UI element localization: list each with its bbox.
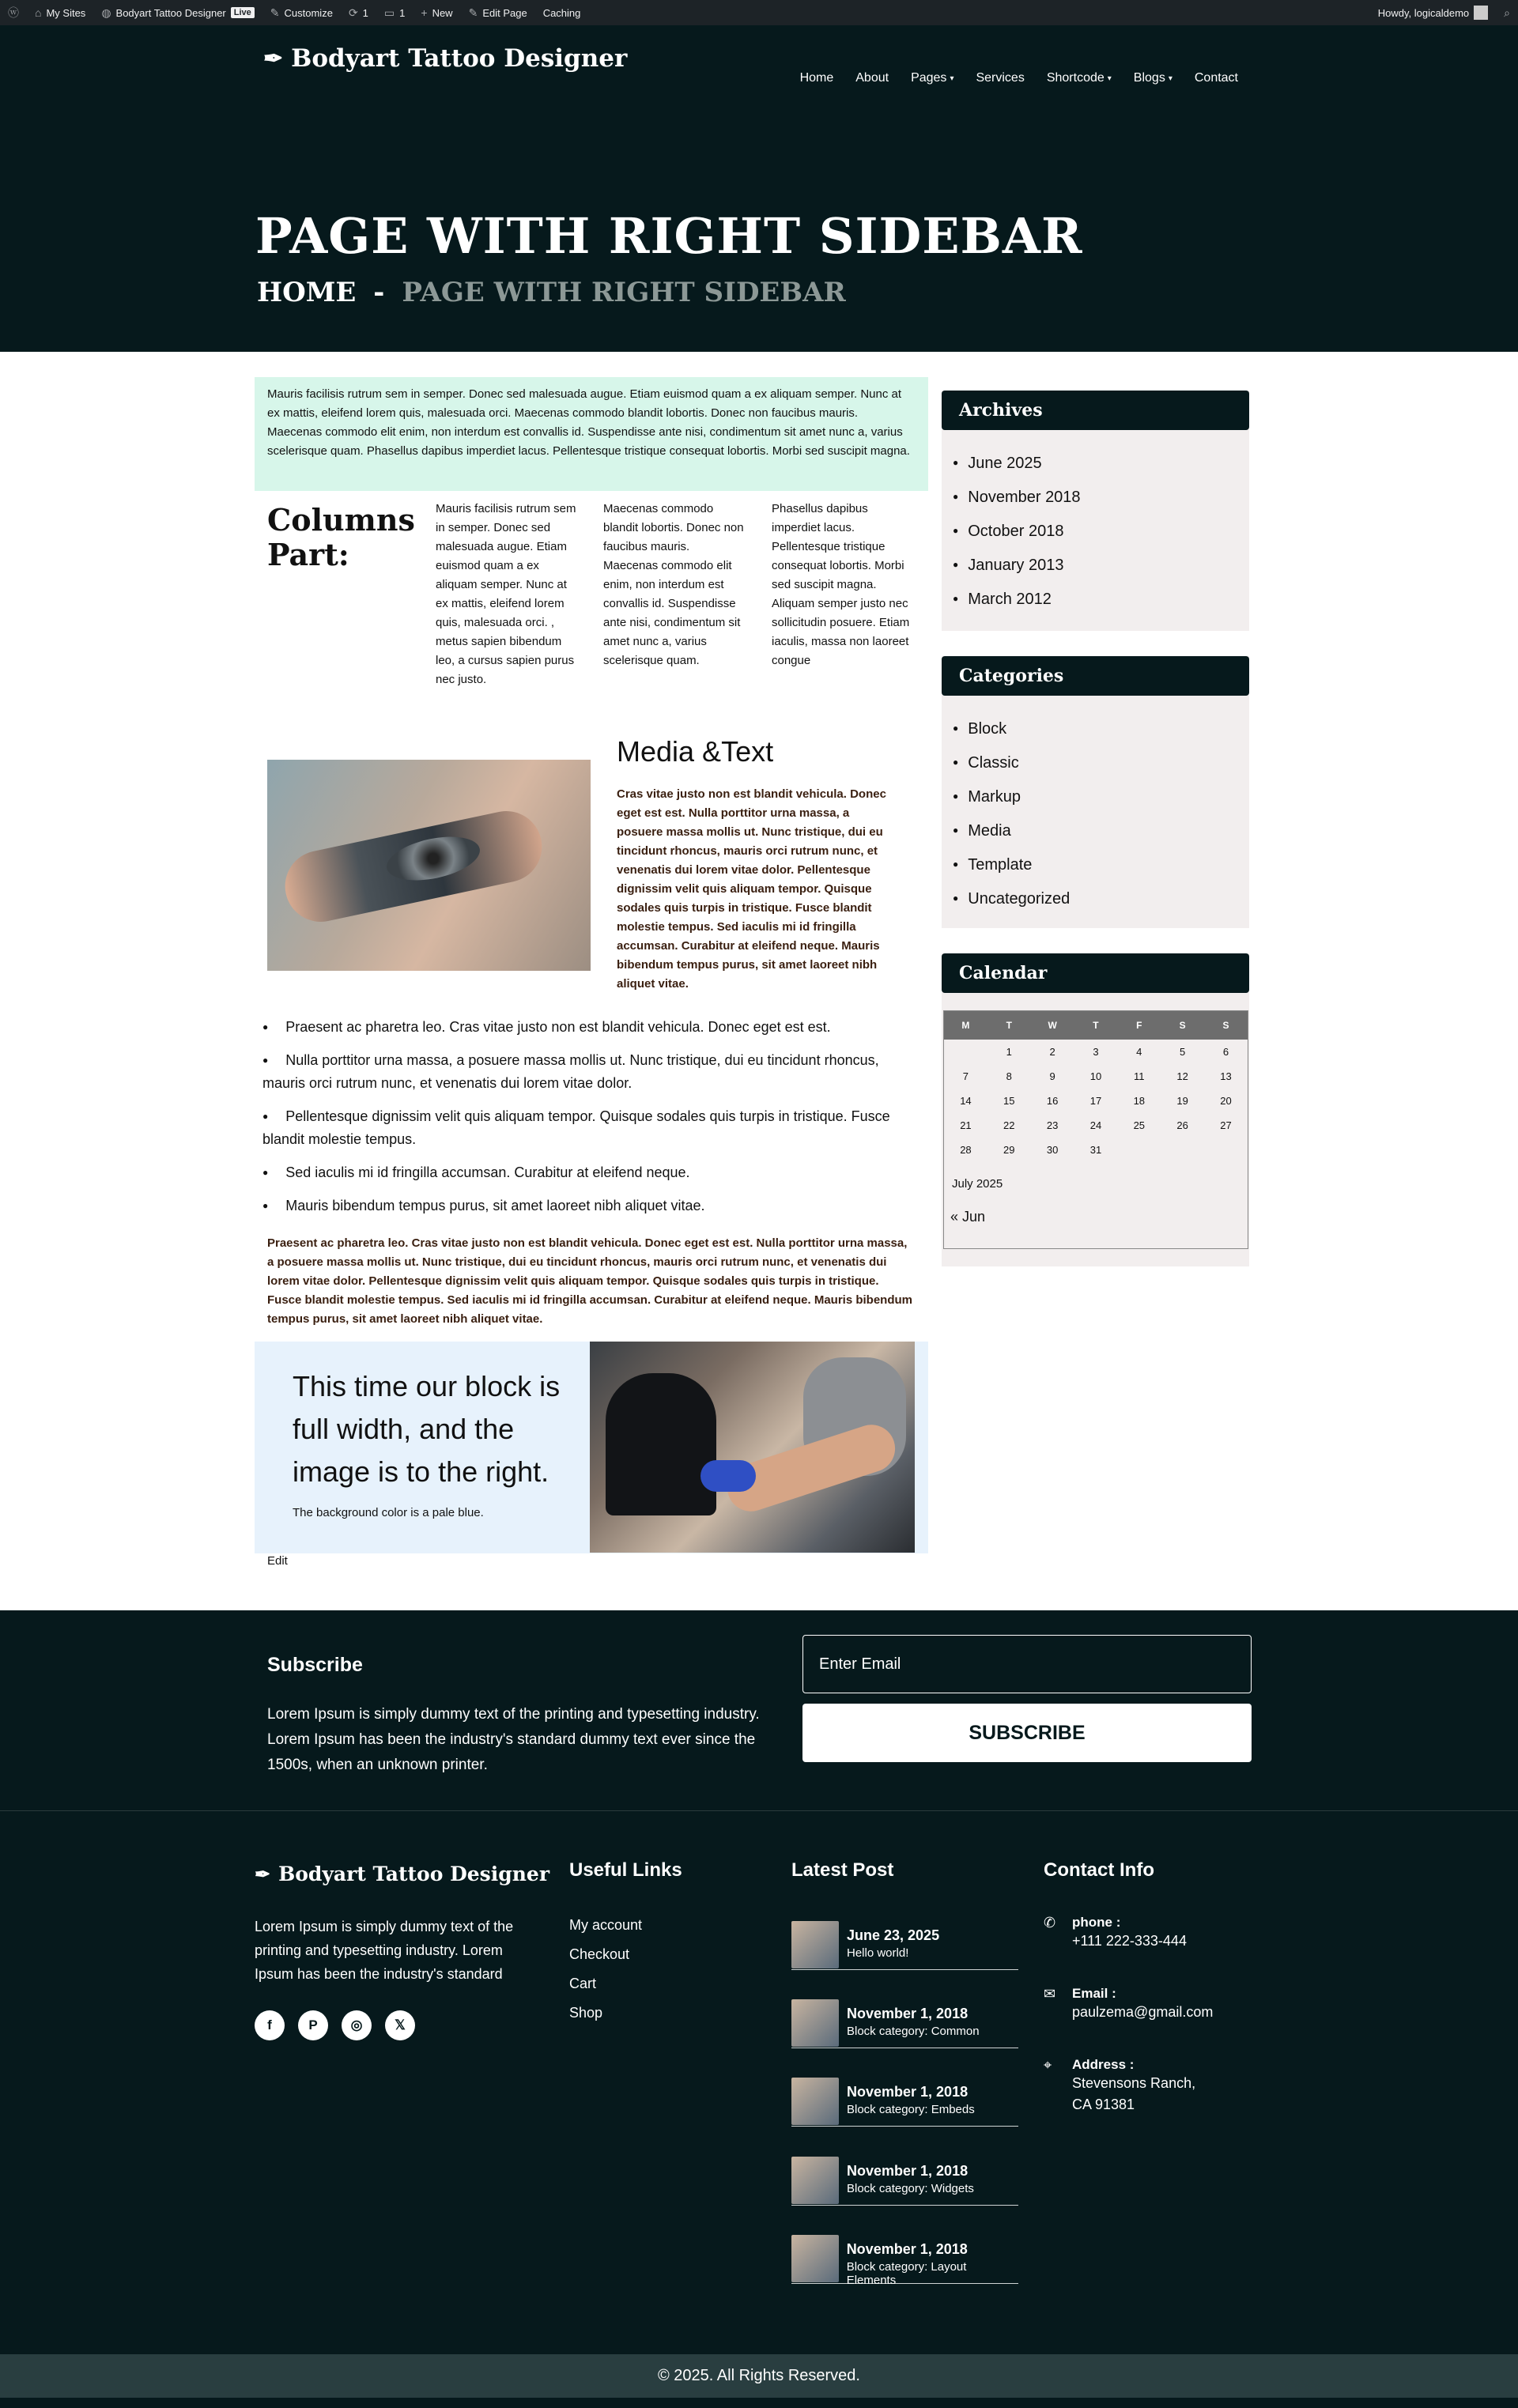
calendar-day: 19 xyxy=(1176,1095,1188,1107)
calendar-day-header: F xyxy=(1117,1011,1161,1040)
phone-value[interactable]: +111 222-333-444 xyxy=(1072,1933,1187,1949)
site-logo[interactable] xyxy=(263,44,627,73)
my-sites-menu[interactable] xyxy=(27,0,93,25)
archive-item[interactable]: ● October 2018 xyxy=(953,514,1232,548)
account-menu[interactable] xyxy=(1370,0,1518,25)
tattoo-artist-image xyxy=(590,1342,915,1553)
nav-home[interactable] xyxy=(789,71,845,85)
calendar-day xyxy=(1204,1138,1248,1162)
updates-link[interactable] xyxy=(341,0,376,25)
calendar-day: 3 xyxy=(1093,1046,1099,1058)
phone-label: phone : xyxy=(1072,1915,1121,1930)
calendar-day: 26 xyxy=(1176,1119,1188,1131)
breadcrumb-current: PAGE WITH RIGHT SIDEBAR xyxy=(402,277,846,308)
email-input[interactable]: Enter Email xyxy=(802,1635,1252,1693)
column-1-text: Mauris facilisis rutrum sem in semper. Donec sed malesuada augue. Etiam euismod quam a ex aliquam semper. Nunc at ex mattis, eleifend lorem quis, malesuada orci. , metus sapien bibendum leo, a cursus sapien purus nec justo. xyxy=(436,502,576,686)
breadcrumb-home[interactable]: HOME xyxy=(257,277,357,308)
calendar-day: 17 xyxy=(1089,1095,1102,1107)
address-line-2: CA 91381 xyxy=(1072,2097,1135,2112)
calendar-day: 27 xyxy=(1220,1119,1232,1131)
list-item: ● Nulla porttitor urna massa, a posuere massa mollis ut. Nunc tristique, dui eu tincidunt rhoncus, mauris orci rutrum nunc, et venenatis dui lorem vitae dolor. xyxy=(262,1049,923,1095)
post-date: November 1, 2018 xyxy=(847,2084,969,2100)
calendar-day: 22 xyxy=(1003,1119,1015,1131)
footer-logo-text: Bodyart Tattoo Designer xyxy=(278,1863,549,1885)
tattoo-machine-icon: ✒ xyxy=(255,1863,271,1885)
categories-title: Categories xyxy=(942,656,1249,696)
list-item: ● Sed iaculis mi id fringilla accumsan. Curabitur at eleifend neque. xyxy=(262,1161,923,1184)
calendar-day: 4 xyxy=(1136,1046,1142,1058)
latest-post-item[interactable] xyxy=(791,2078,1018,2127)
wordpress-icon: ⓦ xyxy=(8,6,19,19)
category-item[interactable]: ● Block xyxy=(953,711,1232,745)
calendar-day: 30 xyxy=(1046,1144,1059,1156)
latest-post-item[interactable] xyxy=(791,1921,1018,1970)
calendar-prev-link[interactable]: « Jun xyxy=(950,1209,986,1225)
phone-icon: ✆ xyxy=(1044,1915,1056,1931)
copyright-bar: © 2025. All Rights Reserved. xyxy=(0,2354,1518,2398)
site-footer xyxy=(0,1810,1518,2354)
post-date: November 1, 2018 xyxy=(846,2241,968,2257)
cover-heading: This time our block is full width, and the image is to the right. xyxy=(293,1370,561,1488)
nav-shortcode[interactable] xyxy=(1036,71,1123,85)
avatar xyxy=(1474,6,1488,20)
search-icon[interactable]: ⌕ xyxy=(1504,6,1510,19)
calendar-day: 29 xyxy=(1003,1144,1015,1156)
comments-count: 1 xyxy=(399,6,406,19)
list-item: ● Pellentesque dignissim velit quis aliquam tempor. Quisque sodales quis turpis in tristique. Fusce blandit molestie tempus. xyxy=(262,1105,923,1151)
contact-address xyxy=(1044,2057,1195,2115)
calendar-day: 7 xyxy=(962,1070,969,1082)
post-date: June 23, 2025 xyxy=(847,1927,940,1943)
latest-post-item[interactable] xyxy=(791,2157,1018,2206)
nav-about-label: About xyxy=(855,71,889,85)
edit-link[interactable]: Edit xyxy=(267,1554,288,1568)
customize-label: Customize xyxy=(284,6,333,19)
calendar-day: 9 xyxy=(1049,1070,1055,1082)
calendar-day-header: M xyxy=(944,1011,987,1040)
wordpress-menu[interactable] xyxy=(0,0,27,25)
post-date: November 1, 2018 xyxy=(847,2163,969,2179)
archives-list xyxy=(942,430,1249,616)
footer-about: Lorem Ipsum is simply dummy text of the printing and typesetting industry. Lorem Ipsum has been the industry's standard xyxy=(255,1919,514,1982)
post-category: Block category: Common xyxy=(847,2025,980,2038)
latest-post-title: Latest Post xyxy=(791,1859,894,1881)
page-title: PAGE WITH RIGHT SIDEBAR xyxy=(255,207,1083,265)
breadcrumb-separator: - xyxy=(373,277,385,308)
bold-paragraph: Praesent ac pharetra leo. Cras vitae justo non est blandit vehicula. Donec eget est est. Nulla porttitor urna massa, a posuere massa mollis ut. Nunc tristique, dui eu tincidunt rhoncus, mauris orci rutrum nunc, et venenatis dui lorem vitae dolor. Pellentesque dignissim velit quis aliquam tempor. Quisque sodales quis turpis in tristique. Fusce blandit molestie tempus. Sed iaculis mi id fringilla accumsan. Curabitur at eleifend neque. Mauris bibendum tempus purus, sit amet laoreet nibh aliquet vitae. xyxy=(267,1236,913,1326)
calendar-day: 21 xyxy=(960,1119,972,1131)
calendar-day: 28 xyxy=(960,1144,972,1156)
calendar-day xyxy=(1161,1138,1204,1162)
calendar-day-header: T xyxy=(987,1011,1031,1040)
calendar-day: 25 xyxy=(1133,1119,1146,1131)
calendar-day-header: W xyxy=(1031,1011,1074,1040)
logo-text: Bodyart Tattoo Designer xyxy=(291,44,628,73)
pencil-icon: ✎ xyxy=(468,6,478,19)
x-twitter-icon[interactable]: 𝕏 xyxy=(385,2010,415,2040)
bottom-strip xyxy=(0,2398,1518,2408)
calendar-month: July 2025 xyxy=(952,1177,1003,1191)
column-3-text: Phasellus dapibus imperdiet lacus. Pellentesque tristique consequat lobortis. Morbi sed suscipit magna. Aliquam semper justo nec sollicitudin posuere. Etiam iaculis, massa non laoreet congue xyxy=(772,502,910,667)
categories-widget xyxy=(942,656,1249,928)
post-date: November 1, 2018 xyxy=(847,2006,969,2021)
new-content-link[interactable] xyxy=(413,0,460,25)
instagram-icon[interactable]: ◎ xyxy=(342,2010,372,2040)
media-text-body: Cras vitae justo non est blandit vehicula. Donec eget est est. Nulla porttitor urna massa, a posuere massa mollis ut. Nunc tristique, dui eu tincidunt rhoncus, mauris orci rutrum nunc, et venenatis dui lorem vitae dolor. Pellentesque dignissim velit quis aliquam tempor. Quisque sodales quis turpis in tristique. Fusce blandit molestie tempus. Sed iaculis mi id fringilla accumsan. Curabitur at eleifend neque. Mauris bibendum tempus purus, sit amet laoreet nibh aliquet vitae. xyxy=(617,787,886,991)
category-item[interactable]: ● Classic xyxy=(953,745,1232,779)
nav-blogs-label: Blogs xyxy=(1133,71,1165,85)
caching-link[interactable] xyxy=(535,0,589,25)
calendar-table xyxy=(943,1010,1248,1249)
column-2-text: Maecenas commodo blandit lobortis. Donec non faucibus mauris. Maecenas commodo elit enim, non interdum est convallis id. Suspendisse ante nisi, condimentum sit amet nunc a, varius scelerisque quam. xyxy=(603,502,744,667)
customize-link[interactable] xyxy=(262,0,341,25)
contact-email xyxy=(1044,1986,1213,2023)
address-label: Address : xyxy=(1072,2057,1135,2072)
list-item: ● Mauris bibendum tempus purus, sit amet laoreet nibh aliquet vitae. xyxy=(262,1195,923,1217)
nav-blogs[interactable] xyxy=(1123,71,1184,85)
nav-contact[interactable] xyxy=(1184,71,1249,85)
post-thumbnail xyxy=(791,1921,839,1968)
updates-icon: ⟳ xyxy=(348,6,358,19)
footer-link[interactable]: My account xyxy=(569,1917,643,1933)
new-label: New xyxy=(432,6,453,19)
latest-post-item[interactable] xyxy=(791,2235,1018,2287)
archive-item[interactable]: ● November 2018 xyxy=(953,480,1232,514)
category-item[interactable]: ● Uncategorized xyxy=(953,881,1232,915)
calendar-day: 5 xyxy=(1180,1046,1186,1058)
calendar-day: 16 xyxy=(1046,1095,1059,1107)
howdy-label: Howdy, logicaldemo xyxy=(1377,6,1470,19)
nav-shortcode-label: Shortcode xyxy=(1046,71,1105,85)
post-thumbnail xyxy=(791,2235,839,2282)
calendar-day: 13 xyxy=(1220,1070,1232,1082)
calendar-day: 11 xyxy=(1134,1070,1145,1082)
post-category: Block category: Widgets xyxy=(847,2182,974,2195)
calendar-day-header: S xyxy=(1204,1011,1248,1040)
post-thumbnail xyxy=(791,2078,839,2125)
admin-bar xyxy=(0,0,1518,25)
subscribe-heading: Subscribe xyxy=(267,1654,363,1676)
email-label: Email : xyxy=(1072,1986,1116,2001)
main-nav xyxy=(789,71,1249,85)
calendar-day: 1 xyxy=(1006,1046,1012,1058)
bullet-list xyxy=(262,1016,923,1228)
calendar-day: 23 xyxy=(1046,1119,1059,1131)
dashboard-icon: ◍ xyxy=(101,6,111,19)
calendar-day-header: S xyxy=(1161,1011,1204,1040)
nav-pages-label: Pages xyxy=(911,71,947,85)
media-text-heading: Media &Text xyxy=(617,735,774,768)
nav-services[interactable] xyxy=(965,71,1035,85)
calendar-day: 24 xyxy=(1089,1119,1102,1131)
calendar-day xyxy=(1117,1138,1161,1162)
edit-page-link[interactable] xyxy=(461,0,535,25)
footer-logo[interactable] xyxy=(255,1863,549,1885)
calendar-day: 6 xyxy=(1222,1046,1229,1058)
subscribe-text: Lorem Ipsum is simply dummy text of the printing and typesetting industry. Lorem Ipsum has been the industry's standard dummy text ever since the 1500s, when an unknown printer. xyxy=(267,1706,760,1773)
footer-link[interactable]: Shop xyxy=(569,2005,603,2021)
edit-page-label: Edit Page xyxy=(482,6,527,19)
sites-icon: ⌂ xyxy=(35,6,42,19)
calendar-day: 15 xyxy=(1003,1095,1015,1107)
calendar-day: 14 xyxy=(960,1095,972,1107)
calendar-day-header: T xyxy=(1074,1011,1118,1040)
calendar-day: 31 xyxy=(1089,1144,1102,1156)
latest-post-item[interactable] xyxy=(791,1999,1018,2048)
updates-count: 1 xyxy=(362,6,368,19)
post-category: Hello world! xyxy=(847,1946,909,1960)
chevron-down-icon: ▾ xyxy=(1168,74,1172,83)
calendar-day: 20 xyxy=(1220,1095,1232,1107)
chevron-down-icon: ▾ xyxy=(950,74,954,83)
caching-label: Caching xyxy=(542,6,581,19)
categories-list xyxy=(942,696,1249,915)
footer-link[interactable]: Cart xyxy=(569,1976,597,1991)
address-line-1: Stevensons Ranch, xyxy=(1072,2075,1196,2091)
facebook-icon[interactable]: f xyxy=(255,2010,285,2040)
comment-icon: ▭ xyxy=(383,6,395,19)
pinterest-icon[interactable]: P xyxy=(298,2010,328,2040)
archive-item[interactable]: ● March 2012 xyxy=(953,582,1232,616)
nav-home-label: Home xyxy=(799,71,834,85)
contact-phone xyxy=(1044,1915,1187,1952)
calendar-day: 18 xyxy=(1133,1095,1146,1107)
list-item: ● Praesent ac pharetra leo. Cras vitae justo non est blandit vehicula. Donec eget est est. xyxy=(262,1016,923,1039)
site-name-menu[interactable] xyxy=(93,0,262,25)
nav-about[interactable] xyxy=(844,71,900,85)
calendar-day: 10 xyxy=(1089,1070,1102,1082)
nav-services-label: Services xyxy=(976,71,1025,85)
live-badge: Live xyxy=(231,7,255,18)
footer-link[interactable]: Checkout xyxy=(569,1946,630,1962)
plus-icon: + xyxy=(421,6,428,19)
tattoo-arm-image xyxy=(267,760,591,971)
calendar-day: 8 xyxy=(1006,1070,1012,1082)
category-item[interactable]: ● Media xyxy=(953,813,1232,847)
chevron-down-icon: ▾ xyxy=(1107,74,1112,83)
calendar-day xyxy=(944,1040,987,1064)
calendar-title: Calendar xyxy=(942,953,1249,993)
post-category: Block category: Layout Elements xyxy=(846,2260,967,2287)
nav-pages[interactable] xyxy=(900,71,965,85)
archives-widget xyxy=(942,391,1249,631)
archive-item[interactable]: ● June 2025 xyxy=(953,446,1232,480)
post-category: Block category: Embeds xyxy=(847,2103,975,2116)
calendar-day: 12 xyxy=(1176,1070,1188,1082)
archive-item[interactable]: ● January 2013 xyxy=(953,548,1232,582)
subscribe-button[interactable]: SUBSCRIBE xyxy=(802,1704,1252,1762)
category-item[interactable]: ● Markup xyxy=(953,779,1232,813)
comments-link[interactable] xyxy=(376,0,413,25)
email-value[interactable]: paulzema@gmail.com xyxy=(1072,2004,1214,2020)
post-thumbnail xyxy=(791,2157,839,2204)
contact-info-title: Contact Info xyxy=(1044,1859,1154,1881)
nav-contact-label: Contact xyxy=(1194,71,1238,85)
site-name-label: Bodyart Tattoo Designer xyxy=(115,6,226,19)
useful-links-list xyxy=(569,1911,642,2028)
brush-icon: ✎ xyxy=(270,6,280,19)
my-sites-label: My Sites xyxy=(46,6,86,19)
map-pin-icon: ⌖ xyxy=(1044,2057,1052,2073)
notice-box: Mauris facilisis rutrum sem in semper. Donec sed malesuada augue. Etiam euismod quam a ex aliquam semper. Nunc at ex mattis, eleifend lorem quis, malesuada orci. Maecenas commodo blandit lobortis. Donec non faucibus mauris. Maecenas commodo elit enim, non interdum est convallis id. Suspendisse ante nisi, condimentum sit amet nunc a, varius scelerisque quam. Phasellus dapibus imperdiet lacus. Pellentesque tristique consequat lobortis. Morbi sed suscipit magna. xyxy=(255,377,928,491)
category-item[interactable]: ● Template xyxy=(953,847,1232,881)
columns-title: Columns Part: xyxy=(267,502,415,572)
cover-subtext: The background color is a pale blue. xyxy=(293,1506,484,1519)
social-links xyxy=(255,2010,415,2040)
calendar-day: 2 xyxy=(1049,1046,1055,1058)
tattoo-machine-icon: ✒ xyxy=(263,44,284,73)
envelope-icon: ✉ xyxy=(1044,1986,1056,2002)
useful-links-title: Useful Links xyxy=(569,1859,682,1881)
breadcrumb xyxy=(257,277,846,308)
post-thumbnail xyxy=(791,1999,839,2047)
archives-title: Archives xyxy=(942,391,1249,430)
